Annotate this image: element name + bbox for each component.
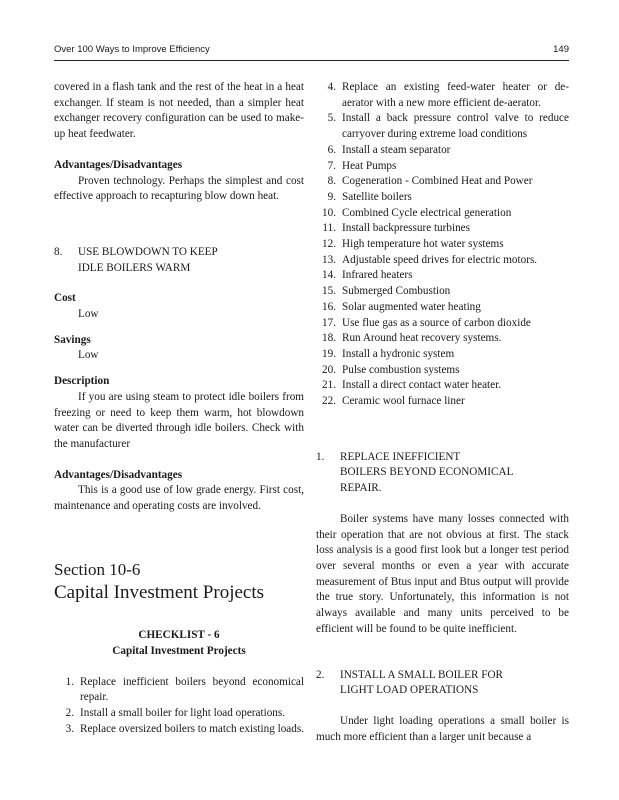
checklist-item-text: Install backpressure turbines: [342, 222, 470, 235]
checklist-item: [316, 300, 569, 316]
checklist-item-text: Install a direct contact water heater.: [342, 379, 502, 392]
left-column: [54, 80, 304, 738]
checklist-item-text: Install a steam separator: [342, 143, 451, 156]
checklist-item-text: Replace inefficient boilers beyond economical repair.: [80, 675, 304, 704]
section-number: Section 10-6: [54, 559, 141, 579]
checklist-item-text: Adjustable speed drives for electric motors.: [342, 253, 538, 266]
advantages-heading-1: Advantages/Disadvantages: [54, 158, 183, 171]
checklist-item: [54, 675, 304, 706]
checklist-item-text: Solar augmented water heating: [342, 300, 481, 313]
checklist-item-text: Use flue gas as a source of carbon dioxide: [342, 316, 531, 329]
checklist-item: [316, 253, 569, 269]
checklist-subtitle: Capital Investment Projects: [112, 644, 246, 657]
checklist-item: [316, 206, 569, 222]
checklist-item-text: Submerged Combustion: [342, 285, 451, 298]
running-header: [54, 44, 569, 58]
checklist-right: [316, 80, 569, 410]
checklist-item-text: Replace oversized boilers to match existing loads.: [80, 722, 304, 735]
checklist-item-number: 8.: [327, 175, 336, 188]
checklist-item-text: Install a back pressure control valve to reduce carryover during extreme load conditions: [342, 112, 569, 141]
item-2-title-line1: INSTALL A SMALL BOILER FOR: [340, 668, 503, 681]
header-rule: [54, 60, 569, 61]
checklist-item-text: Run Around heat recovery systems.: [342, 332, 502, 345]
advantages-heading-2: Advantages/Disadvantages: [54, 468, 183, 481]
description-heading: Description: [54, 375, 110, 388]
checklist-item-number: 21.: [322, 379, 336, 392]
item-1-title-line3: REPAIR.: [340, 482, 382, 495]
checklist-item-text: Install a small boiler for light load operations.: [80, 707, 286, 720]
savings-heading: Savings: [54, 333, 91, 346]
cost-heading: Cost: [54, 292, 76, 305]
checklist-item-number: 20.: [322, 363, 336, 376]
checklist-item-number: 17.: [322, 316, 336, 329]
checklist-item-number: 22.: [322, 395, 336, 408]
checklist-item: [316, 268, 569, 284]
checklist-item: [316, 221, 569, 237]
checklist-item: [54, 722, 304, 738]
advantages-text-1: Proven technology. Perhaps the simplest and cost effective approach to recapturing blow down heat.: [54, 174, 304, 203]
checklist-item: [54, 706, 304, 722]
item-2-heading: [316, 668, 569, 699]
checklist-item-text: Install a hydronic system: [342, 347, 455, 360]
checklist-left: [54, 675, 304, 738]
checklist-item-text: Heat Pumps: [342, 159, 397, 172]
section-title: Capital Investment Projects: [54, 581, 265, 603]
checklist-item-number: 16.: [322, 300, 336, 313]
item-1-title-line1: REPLACE INEFFICIENT: [340, 450, 461, 463]
checklist-item-text: Infrared heaters: [342, 269, 413, 282]
item-8-title-line1: USE BLOWDOWN TO KEEP: [78, 245, 218, 258]
checklist-item: [316, 316, 569, 332]
item-8-number: 8.: [54, 245, 63, 258]
checklist-item-number: 12.: [322, 238, 336, 251]
checklist-item: [316, 159, 569, 175]
page-number: 149: [553, 44, 569, 55]
item-2-number: 2.: [316, 668, 325, 681]
checklist-item-text: Pulse combustion systems: [342, 363, 460, 376]
checklist-item-number: 4.: [327, 81, 336, 93]
book-title: Over 100 Ways to Improve Efficiency: [54, 44, 210, 55]
checklist-item-number: 13.: [322, 253, 336, 266]
checklist-item-text: Combined Cycle electrical generation: [342, 206, 512, 219]
checklist-item: [316, 378, 569, 394]
checklist-title: CHECKLIST - 6: [138, 628, 220, 641]
item-1-heading: [316, 450, 569, 497]
item-8-title-line2: IDLE BOILERS WARM: [78, 261, 191, 274]
checklist-item-text: Ceramic wool furnace liner: [342, 395, 465, 408]
checklist-item: [316, 190, 569, 206]
checklist-item-text: High temperature hot water systems: [342, 238, 504, 251]
item-2-text: Under light loading operations a small boiler is much more efficient than a larger unit because a: [316, 714, 569, 743]
item-2-title-line2: LIGHT LOAD OPERATIONS: [340, 684, 479, 697]
checklist-item: [316, 347, 569, 363]
checklist-item-text: Satellite boilers: [342, 190, 412, 203]
checklist-item: [316, 80, 569, 111]
checklist-item-text: Cogeneration - Combined Heat and Power: [342, 175, 533, 188]
checklist-item-number: 10.: [322, 206, 336, 219]
checklist-item-number: 5.: [327, 112, 336, 125]
item-1-number: 1.: [316, 450, 325, 463]
checklist-item: [316, 237, 569, 253]
checklist-item-number: 11.: [322, 222, 336, 235]
checklist-item-number: 2.: [65, 707, 74, 720]
paragraph-flash-tank: covered in a flash tank and the rest of the heat in a heat exchanger. If steam is not needed, than a simpler heat exchanger recovery configuration can be used to make-up heat feedwater.: [54, 81, 304, 141]
cost-value: Low: [78, 308, 99, 321]
advantages-text-2: This is a good use of low grade energy. First cost, maintenance and operating costs are involved.: [54, 484, 304, 513]
checklist-item-number: 6.: [327, 143, 336, 156]
checklist-item-text: Replace an existing feed-water heater or de-aerator with a new more efficient de-aerator.: [342, 81, 569, 109]
checklist-item-number: 7.: [327, 159, 336, 172]
item-8-heading: [54, 245, 304, 276]
savings-value: Low: [78, 349, 99, 362]
checklist-item-number: 3.: [65, 722, 74, 735]
checklist-item: [316, 394, 569, 410]
checklist-item: [316, 143, 569, 159]
checklist-item: [316, 284, 569, 300]
checklist-item: [316, 111, 569, 142]
checklist-item: [316, 331, 569, 347]
checklist-item-number: 9.: [327, 190, 336, 203]
checklist-item-number: 19.: [322, 347, 336, 360]
checklist-item-number: 14.: [322, 269, 336, 282]
checklist-item-number: 18.: [322, 332, 336, 345]
checklist-item-number: 15.: [322, 285, 336, 298]
right-column: [316, 80, 569, 745]
checklist-item: [316, 174, 569, 190]
item-1-text: Boiler systems have many losses connected with their operation that are not obvious at first. The stack loss analysis is a good first look but a longer test period over several months or even a year with accurate measurement of Btus input and Btus output will provide the true story. Unfortunately, this information is not always available and many units perceived to be efficient will be found to be quite inefficient.: [316, 512, 569, 635]
checklist-item-number: 1.: [65, 675, 74, 688]
checklist-item: [316, 363, 569, 379]
item-1-title-line2: BOILERS BEYOND ECONOMICAL: [340, 466, 514, 479]
description-text: If you are using steam to protect idle boilers from freezing or need to keep them warm, hot blowdown water can be diverted through idle boilers. Check with the manufacturer: [54, 390, 304, 450]
